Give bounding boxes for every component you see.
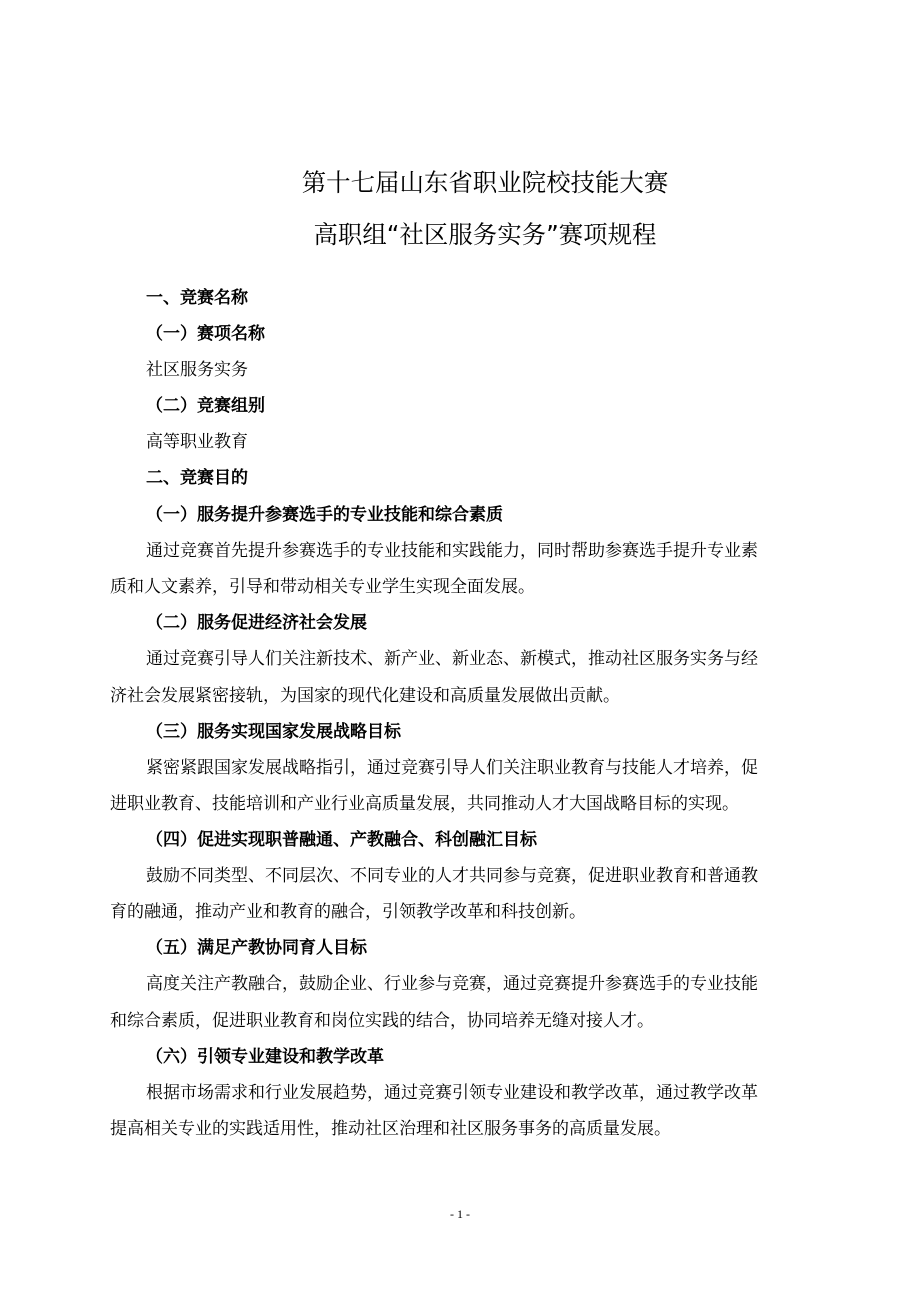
subsection-heading: （二）竞赛组别 — [146, 396, 265, 416]
paragraph-line: 质和人文素养，引导和带动相关专业学生实现全面发展。 — [110, 577, 535, 597]
paragraph-line: 进职业教育、技能培训和产业行业高质量发展，共同推动人才大国战略目标的实现。 — [110, 794, 739, 814]
paragraph-line: 通过竞赛首先提升参赛选手的专业技能和实践能力，同时帮助参赛选手提升专业素 — [146, 541, 758, 561]
body-text: 社区服务实务 — [146, 360, 248, 380]
body-text: 高等职业教育 — [146, 432, 248, 452]
subsection-heading: （一）服务提升参赛选手的专业技能和综合素质 — [146, 505, 503, 525]
paragraph-line: 紧密紧跟国家发展战略指引，通过竞赛引导人们关注职业教育与技能人才培养，促 — [146, 758, 758, 778]
paragraph-line: 根据市场需求和行业发展趋势，通过竞赛引领专业建设和教学改革，通过教学改革 — [146, 1083, 758, 1103]
paragraph-line: 高度关注产教融合，鼓励企业、行业参与竞赛，通过竞赛提升参赛选手的专业技能 — [146, 974, 758, 994]
paragraph-line: 济社会发展紧密接轨，为国家的现代化建设和高质量发展做出贡献。 — [110, 686, 620, 706]
subsection-heading: （六）引领专业建设和教学改革 — [146, 1047, 384, 1067]
paragraph-line: 通过竞赛引导人们关注新技术、新产业、新业态、新模式，推动社区服务实务与经 — [146, 649, 758, 669]
subsection-heading: （二）服务促进经济社会发展 — [146, 613, 367, 633]
paragraph-line: 提高相关专业的实践适用性，推动社区治理和社区服务事务的高质量发展。 — [110, 1119, 671, 1139]
subsection-heading: （五）满足产教协同育人目标 — [146, 938, 367, 958]
paragraph-line: 和综合素质，促进职业教育和岗位实践的结合，协同培养无缝对接人才。 — [110, 1011, 654, 1031]
paragraph-line: 鼓励不同类型、不同层次、不同专业的人才共同参与竞赛，促进职业教育和普通教 — [146, 866, 758, 886]
paragraph-line: 育的融通，推动产业和教育的融合，引领教学改革和科技创新。 — [110, 902, 586, 922]
subsection-heading: （一）赛项名称 — [146, 324, 265, 344]
subsection-heading: （三）服务实现国家发展战略目标 — [146, 722, 401, 742]
section-heading-1: 一、竞赛名称 — [146, 288, 248, 308]
document-title-line-1: 第十七届山东省职业院校技能大赛 — [301, 168, 669, 197]
page-number: - 1 - — [450, 1207, 470, 1221]
document-title-line-2: 高职组“社区服务实务”赛项规程 — [313, 220, 657, 249]
subsection-heading: （四）促进实现职普融通、产教融合、科创融汇目标 — [146, 830, 537, 850]
section-heading-2: 二、竞赛目的 — [146, 468, 248, 488]
